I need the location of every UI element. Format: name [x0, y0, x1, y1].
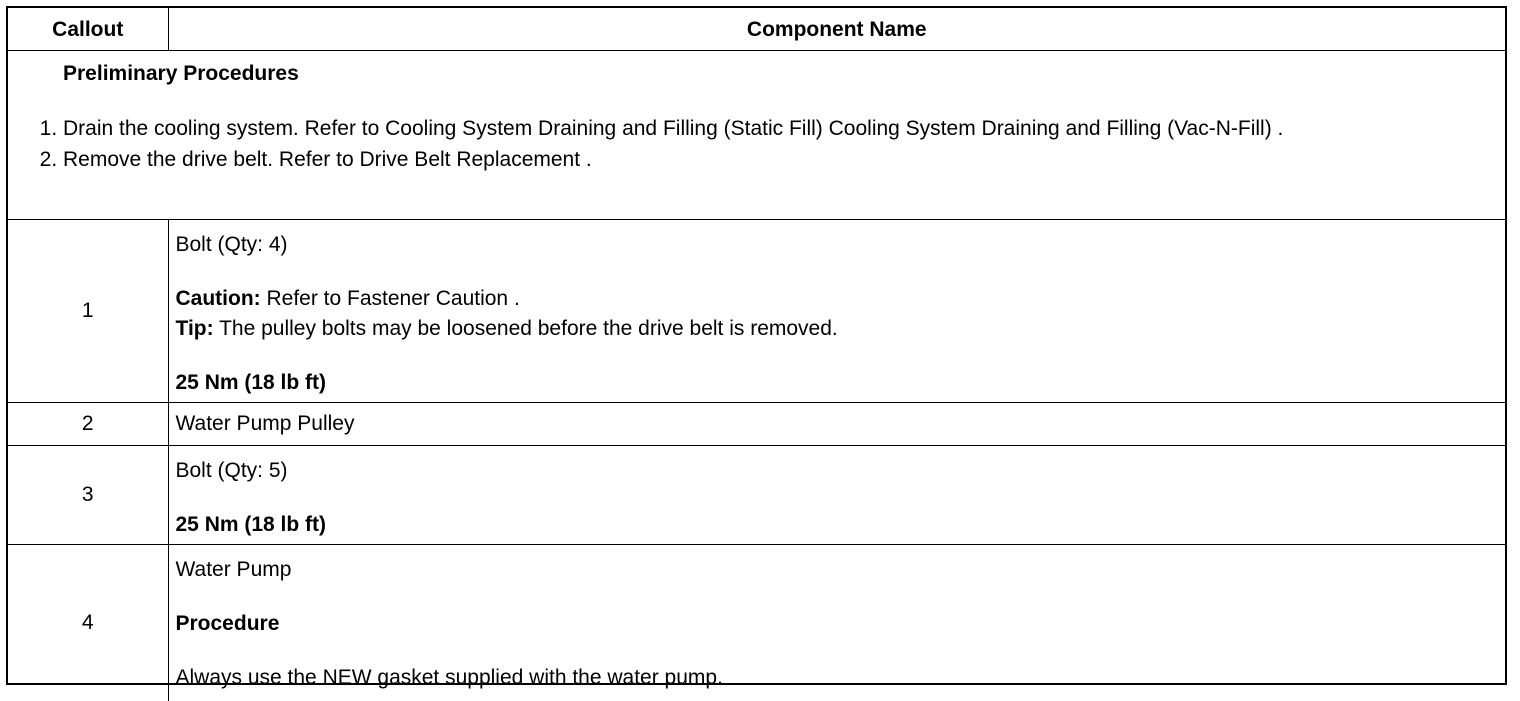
- preliminary-procedures-title: Preliminary Procedures: [63, 62, 299, 85]
- preliminary-procedures-cell: [8, 51, 1505, 220]
- callout-number: 2: [8, 403, 168, 446]
- component-name: Bolt (Qty: 5): [175, 459, 288, 482]
- procedure-heading: Procedure: [175, 612, 280, 635]
- component-name: Water Pump: [175, 558, 292, 581]
- table-row: [8, 446, 1505, 545]
- callout-number: 3: [8, 446, 168, 545]
- tip-text: The pulley bolts may be loosened before the drive belt is removed.: [213, 317, 838, 340]
- torque-spec: 25 Nm (18 lb ft): [175, 371, 327, 394]
- tip-note: [176, 314, 1498, 344]
- preliminary-steps-list: [26, 113, 1495, 175]
- procedure-text: Always use the NEW gasket supplied with the water pump.: [175, 666, 723, 689]
- component-table: [8, 8, 1505, 701]
- procedure-table-frame: [6, 6, 1507, 689]
- table-row: [8, 220, 1505, 403]
- component-name: Water Pump Pulley: [175, 412, 355, 435]
- component-cell: [168, 220, 1505, 403]
- tip-label: Tip:: [175, 317, 214, 340]
- caution-note: [176, 284, 1498, 314]
- preliminary-step: [63, 144, 1495, 175]
- table-row: [8, 545, 1505, 701]
- preliminary-step-text: Drain the cooling system. Refer to Cooling System Draining and Filling (Static Fill) Cooling System Draining and Filling (Vac-N-Fill) .: [63, 117, 1284, 140]
- preliminary-step-text: Remove the drive belt. Refer to Drive Belt Replacement .: [63, 148, 592, 171]
- callout-number: 4: [8, 545, 168, 701]
- caution-text: Refer to Fastener Caution .: [260, 287, 520, 310]
- table-row: [8, 403, 1505, 446]
- component-cell: [168, 545, 1505, 701]
- caution-label: Caution:: [175, 287, 261, 310]
- callout-number: 1: [8, 220, 168, 403]
- table-header-row: [8, 8, 1505, 51]
- component-name-column-header: Component Name: [168, 8, 1505, 51]
- preliminary-step: [63, 113, 1495, 144]
- torque-spec: 25 Nm (18 lb ft): [175, 513, 327, 536]
- preliminary-procedures-row: [8, 51, 1505, 220]
- component-cell: [168, 403, 1505, 446]
- component-name: Bolt (Qty: 4): [175, 233, 288, 256]
- callout-column-header: Callout: [8, 8, 168, 51]
- component-cell: [168, 446, 1505, 545]
